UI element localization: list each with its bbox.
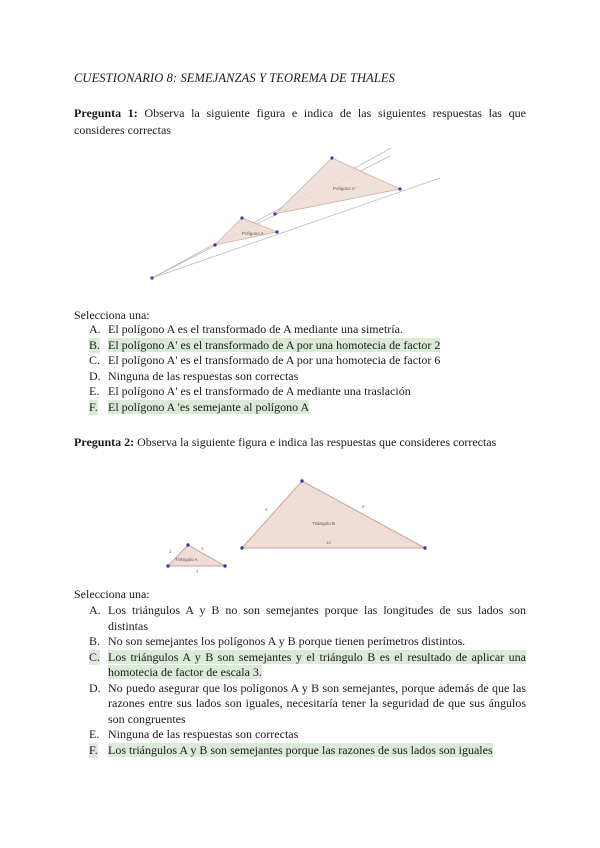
- triangle-a-side-left: 2: [169, 549, 172, 554]
- figure-triangles: [160, 475, 440, 580]
- point-b2: [330, 156, 333, 159]
- q1-option-e[interactable]: E. El polígono A' es el transformado de A mediante una traslación: [89, 384, 411, 398]
- point-b3: [398, 187, 401, 190]
- q1-options: [74, 322, 526, 415]
- point-a1: [213, 243, 216, 246]
- triangle-b-vertex-top: [300, 479, 303, 482]
- q2-option-a[interactable]: A. Los triángulos A y B no son semejantes porque las longitudes de sus lados son distintas: [89, 603, 526, 633]
- triangle-a-vertex-right: [223, 564, 226, 567]
- polygon-a-prime-label: Polígono A': [333, 186, 356, 191]
- triangle-a-side-base: 4: [196, 569, 199, 574]
- triangle-b-vertex-left: [240, 546, 243, 549]
- question-2-label: Pregunta 2:: [74, 435, 135, 449]
- q1-option-c[interactable]: C. El polígono A' es el transformado de A por una homotecia de factor 6: [89, 353, 441, 367]
- q2-option-b[interactable]: B. No son semejantes los polígonos A y B porque tienen perímetros distintos.: [89, 634, 466, 648]
- question-1-label: Pregunta 1:: [74, 106, 138, 120]
- page-title: CUESTIONARIO 8: SEMEJANZAS Y TEOREMA DE THALES: [74, 71, 396, 85]
- triangle-a-side-right: 3: [201, 546, 204, 551]
- q2-option-c[interactable]: C. Los triángulos A y B son semejantes y el triángulo B es el resultado de aplicar una homotecia de factor de escala 3.: [89, 649, 526, 679]
- triangle-a: [168, 545, 225, 566]
- question-1-text: Observa la siguiente figura e indica de las siguientes respuestas las que consideres correctas: [74, 106, 526, 137]
- triangle-a-vertex-top: [186, 543, 189, 546]
- triangle-b-vertex-right: [423, 546, 426, 549]
- q1-select-label: Selecciona una:: [74, 308, 150, 322]
- triangle-b-side-left: 6: [265, 507, 268, 512]
- q2-options: [74, 603, 526, 758]
- point-b1: [273, 212, 276, 215]
- polygon-a-label: Polígono A: [242, 231, 264, 236]
- triangle-b-side-base: 12: [326, 540, 332, 545]
- question-2: [74, 434, 526, 451]
- triangle-a-vertex-left: [166, 564, 169, 567]
- question-2-text: Observa la siguiente figura e indica las respuestas que consideres correctas: [134, 435, 497, 449]
- q1-option-b[interactable]: B. El polígono A' es el transformado de A por una homotecia de factor 2: [89, 337, 441, 352]
- triangle-b-label: Triángulo B: [312, 521, 335, 526]
- point-a2: [240, 216, 243, 219]
- q2-option-e[interactable]: E. Ninguna de las respuestas son correctas: [89, 727, 299, 741]
- point-a3: [275, 230, 278, 233]
- triangle-b-side-right: 9: [362, 504, 365, 509]
- triangle-b: [242, 481, 425, 548]
- q2-option-d[interactable]: D. No puedo asegurar que los polígonos A y B son semejantes, porque además de que las razones entre sus lados son iguales, necesitaría tener la seguridad de que sus ángulos son congruentes: [89, 680, 526, 726]
- triangle-a-label: Triángulo A: [175, 557, 198, 562]
- q1-option-d[interactable]: D. Ninguna de las respuestas son correctas: [89, 368, 299, 383]
- center-point: [150, 276, 153, 279]
- q1-option-a[interactable]: A. El polígono A es el transformado de A mediante una simetría.: [89, 322, 403, 336]
- q1-option-f[interactable]: F. El polígono A 'es semejante al polígono A: [89, 399, 310, 414]
- figure-homothety: [140, 148, 450, 288]
- q2-option-f[interactable]: F. Los triángulos A y B son semejantes porque las razones de sus lados son iguales: [89, 742, 493, 757]
- q2-select-label: Selecciona una:: [74, 587, 150, 601]
- question-1: [74, 105, 526, 139]
